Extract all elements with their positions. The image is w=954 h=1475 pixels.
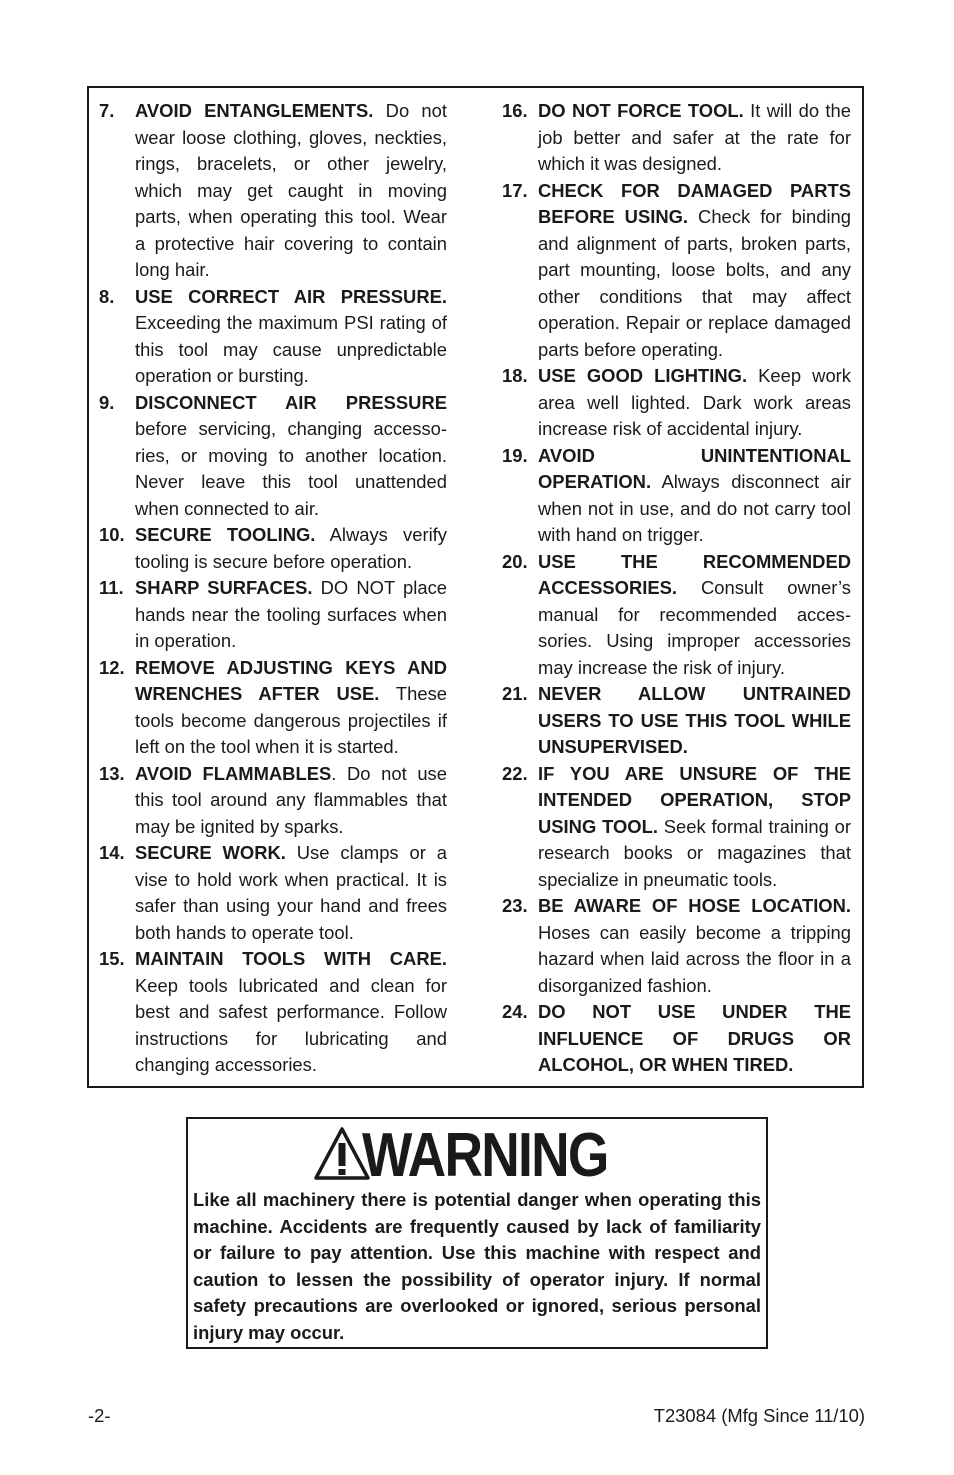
rule-text: Always disconnect air when not in use, and do not carry tool with hand on trigger. (538, 471, 851, 545)
rule-text: Do not wear loose clothing, gloves, neckties, rings, bracelets, or other jewelry, which may get caught in moving parts, when operating this tool. Wear a protective hair covering to contain long hair. (135, 100, 448, 280)
rule-item (502, 761, 851, 894)
rule-text: before servicing, changing accessories, or moving to another location. Never leave this tool unattended when connected to air. (135, 418, 447, 519)
rule-number: 17. (502, 179, 528, 201)
rule-item (502, 443, 851, 549)
rule-item (502, 893, 851, 999)
rule-number: 18. (502, 365, 528, 386)
rule-title: DO NOT FORCE TOOL. (538, 100, 744, 121)
rule-number: 11. (99, 577, 124, 598)
rule-text: It will do the job better and safer at the rate for which it was designed. (538, 100, 851, 174)
safety-rules-box (87, 86, 864, 1088)
rule-title: AVOID UNINTENTIONAL OPERATION. (538, 444, 851, 492)
rule-item (502, 681, 851, 761)
rule-text: . Do not use this tool around any flammables that may be ignited by sparks. (135, 762, 447, 837)
rule-text: Always verify tooling is secure before operation. (135, 524, 447, 572)
rule-text: Consult owner’s manual for recommended accessories. Using improper accessories may increase the risk of injury. (538, 577, 851, 678)
rule-item (502, 363, 851, 443)
rule-item (99, 390, 447, 523)
rule-title: CHECK FOR DAMAGED PARTS BEFORE USING. (538, 179, 851, 227)
rule-number: 16. (502, 100, 528, 121)
rule-item (99, 522, 447, 575)
rule-number: 10. (99, 524, 125, 545)
rule-title: IF YOU ARE UNSURE OF THE INTENDED OPERATION, STOP USING TOOL. (538, 762, 851, 837)
rule-text: DO NOT place hands near the tooling surfaces when in operation. (135, 577, 447, 651)
rule-number: 8. (99, 285, 115, 307)
rule-title: SECURE TOOLING. (135, 524, 316, 545)
warning-text: Like all machinery there is potential danger when operating this machine. Accidents are frequently caused by lack of familiarity or failure to pay attention. Use this machine with respect and caution to lessen the possibility of operator injury. If normal safety precautions are overlooked or ignored, serious personal injury may occur. (193, 1189, 761, 1343)
warning-heading: WARNING (362, 1121, 608, 1190)
rule-title: REMOVE ADJUSTING KEYS AND WRENCHES AFTER USE. (135, 656, 447, 704)
rule-number: 9. (99, 391, 115, 413)
rule-item (99, 98, 447, 284)
rule-item (99, 575, 447, 655)
rule-item (502, 98, 851, 178)
rule-number: 21. (502, 683, 528, 704)
rule-text: Use clamps or a vise to hold work when practical. It is safer than using your hand and frees both hands to operate tool. (135, 842, 447, 943)
rules-right-column (502, 98, 851, 1079)
rule-item (99, 761, 447, 841)
warning-header (314, 1121, 644, 1190)
rule-number: 14. (99, 842, 125, 863)
rule-number: 12. (99, 656, 125, 678)
rule-title: USE THE RECOMMENDED ACCESSORIES. (538, 550, 851, 598)
rule-text: Hoses can easily become a tripping hazard when laid across the floor in a disorganized fashion. (538, 921, 851, 996)
rules-left-column (99, 98, 447, 1079)
rule-item (502, 178, 851, 364)
model-number: T23084 (Mfg Since 11/10) (653, 1405, 865, 1426)
rule-item (99, 946, 447, 1079)
rule-number: 24. (502, 1001, 528, 1022)
rule-number: 23. (502, 895, 528, 916)
warning-box (186, 1117, 768, 1349)
rule-title: SECURE WORK. (135, 842, 286, 863)
rule-text: Keep work area well lighted. Dark work areas increase risk of accidental injury. (538, 365, 852, 439)
rule-number: 19. (502, 444, 528, 466)
rule-number: 22. (502, 762, 528, 784)
rule-title: DO NOT USE UNDER THE INFLUENCE OF DRUGS OR ALCOHOL, OR WHEN TIRED. (538, 1001, 851, 1075)
rule-title: DISCONNECT AIR PRESSURE (135, 391, 447, 413)
rule-title: BE AWARE OF HOSE LOCATION. (538, 895, 851, 916)
rule-text: Exceeding the maximum PSI rating of this tool may cause unpredictable operation or bursting. (135, 312, 447, 386)
rule-title: AVOID FLAMMABLES (135, 762, 332, 784)
rule-number: 7. (99, 100, 115, 121)
rule-item (99, 840, 447, 946)
rule-item (502, 549, 851, 682)
rule-title: SHARP SURFACES. (135, 577, 313, 598)
rule-item (502, 999, 851, 1079)
rule-title: USE CORRECT AIR PRESSURE. (135, 285, 447, 307)
rule-title: AVOID ENTANGLEMENTS. (135, 100, 374, 121)
rule-item (99, 655, 447, 761)
rule-title: MAINTAIN TOOLS WITH CARE. (135, 948, 447, 969)
rule-text: Check for binding and alignment of parts, broken parts, part mounting, loose bolts, and any other conditions that may affect operation. Repair or replace damaged parts before operating. (538, 206, 851, 360)
rule-item (99, 284, 447, 390)
rule-title: NEVER ALLOW UNTRAINED USERS TO USE THIS TOOL WHILE UNSUPERVISED. (538, 683, 851, 757)
page-number: -2- (88, 1405, 111, 1426)
rule-number: 13. (99, 762, 125, 784)
rule-number: 15. (99, 948, 125, 969)
rule-text: Seek formal training or research books or magazines that specialize in pneumatic tools. (538, 815, 851, 890)
rule-text: These tools become dangerous projectiles if left on the tool when it is started. (135, 683, 447, 757)
rule-number: 20. (502, 550, 528, 572)
rule-text: Keep tools lubricated and clean for best and safest performance. Follow instructions for lubricating and changing accessories. (135, 974, 447, 1075)
rule-title: USE GOOD LIGHTING. (538, 365, 748, 386)
